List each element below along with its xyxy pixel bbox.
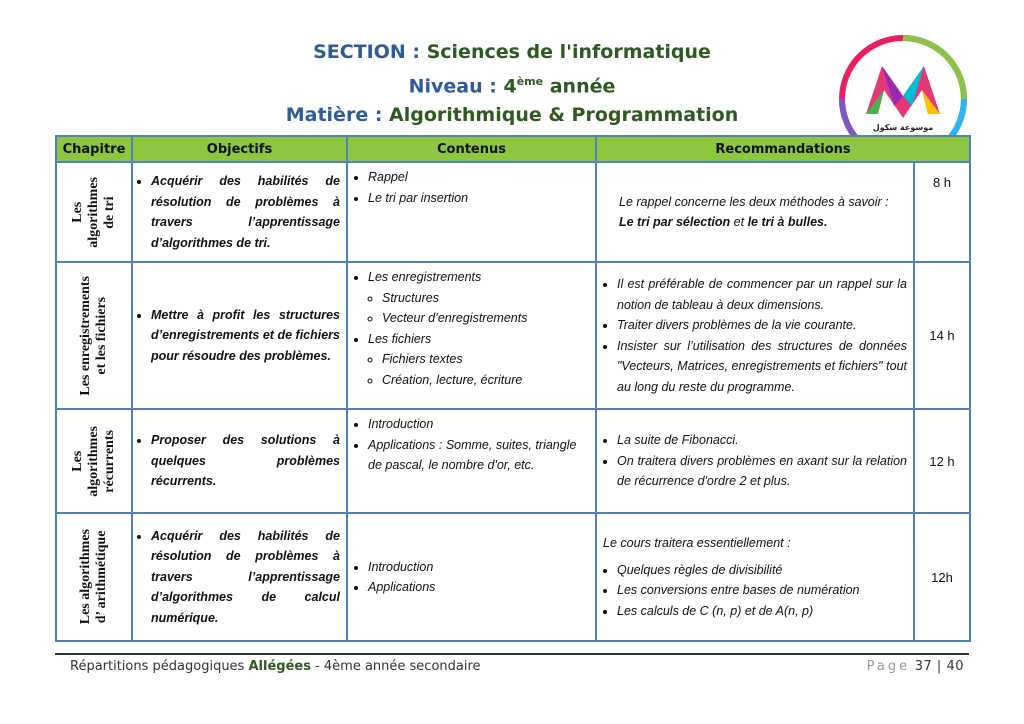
objective-item: • Acquérir des habilités de résolution de problèmes à travers l’apprentissage d’algorithmes de tri. (151, 171, 340, 253)
content-item: • Introduction (368, 414, 589, 435)
section-value: Sciences de l'informatique (426, 41, 711, 63)
content-subitem: ◦ Vecteur d’enregistrements (382, 308, 589, 329)
content-item: • Applications : Somme, suites, triangle de pascal, le nombre d'or, etc. (368, 435, 589, 476)
content-subitem: ◦ Création, lecture, écriture (382, 370, 589, 391)
rec-item: • Il est préférable de commencer par un rappel sur la notion de tableau à deux dimensions. (617, 274, 907, 315)
content-item: • Introduction (368, 557, 589, 578)
chapter-cell (56, 262, 132, 409)
rec-bold-2: le tri à bulles. (747, 215, 828, 229)
chapter-cell (56, 409, 132, 513)
contents-cell (347, 409, 596, 513)
objective-item: • Proposer des solutions à quelques problèmes récurrents. (151, 430, 340, 492)
table-row (56, 513, 970, 641)
chapter-title: Les algorithmes de tri (70, 176, 117, 248)
contents-cell (347, 162, 596, 262)
rec-item: • Insister sur l’utilisation des structures de données "Vecteurs, Matrices, enregistrements et fichiers" tout au long du reste du programme. (617, 336, 907, 398)
rec-mid: et (733, 215, 745, 229)
hours-cell: 12h (914, 513, 970, 641)
header-recommandations: Recommandations (596, 136, 970, 162)
rec-item: • On traitera divers problèmes en axant sur la relation de récurrence d'ordre 2 et plus. (617, 451, 907, 492)
objective-item: • Mettre à profit les structures d’enregistrements et de fichiers pour résoudre des problèmes. (151, 305, 340, 367)
hours-cell: 14 h (914, 262, 970, 409)
objective-cell (132, 513, 347, 641)
logo-arabic-text: موسوعة سكول (872, 123, 934, 132)
contents-cell (347, 262, 596, 409)
chapter-title: Les algorithmes d’ arithmétique (78, 529, 109, 625)
rec-item: • Les calculs de C (n, p) et de A(n, p) (617, 601, 907, 622)
table-row (56, 162, 970, 262)
program-table (55, 135, 971, 642)
rec-item: • Traiter divers problèmes de la vie courante. (617, 315, 907, 336)
recommendation-cell (596, 513, 914, 641)
chapter-cell (56, 513, 132, 641)
objective-cell (132, 162, 347, 262)
page-number (867, 659, 964, 674)
section-label: SECTION : (313, 41, 420, 63)
header-contenus: Contenus (347, 136, 596, 162)
recommendation-cell (596, 162, 914, 262)
content-subitem: ◦ Fichiers textes (382, 349, 589, 370)
niveau-label: Niveau : (408, 75, 497, 98)
content-subitem: ◦ Structures (382, 288, 589, 309)
table-header-row (56, 136, 970, 162)
rec-item: • Les conversions entre bases de numération (617, 580, 907, 601)
content-item: • Les fichiers (368, 329, 589, 350)
footer-highlight: Allégées (248, 659, 311, 674)
rec-bold-1: Le tri par sélection (619, 215, 731, 229)
content-item: • Les enregistrements (368, 267, 589, 288)
niveau-sup: ème (516, 75, 544, 88)
objective-cell (132, 262, 347, 409)
footer-divider (55, 653, 969, 655)
chapter-title: Les algorithmes récurrents (70, 425, 117, 497)
recommendation-cell (596, 262, 914, 409)
niveau-num: 4 (503, 75, 517, 98)
matiere-value: Algorithmique & Programmation (389, 104, 739, 127)
rec-item: • Quelques règles de divisibilité (617, 560, 907, 581)
table-row (56, 409, 970, 513)
hours-cell: 8 h (914, 162, 970, 262)
objective-item: • Acquérir des habilités de résolution de problèmes à travers l’apprentissage d’algorithmes de calcul numérique. (151, 526, 340, 629)
chapter-title: Les enregistrements et les fichiers (78, 275, 109, 396)
header-objectifs: Objectifs (132, 136, 347, 162)
page-total: 40 (946, 659, 964, 674)
page-current: 37 (914, 659, 933, 674)
niveau-rest: année (549, 75, 616, 98)
rec-text: Le rappel concerne les deux méthodes à savoir : (619, 194, 889, 209)
header-chapitre: Chapitre (56, 136, 132, 162)
chapter-cell (56, 162, 132, 262)
content-item: • Rappel (368, 167, 589, 188)
page-word: Page (866, 659, 911, 674)
hours-cell: 12 h (914, 409, 970, 513)
rec-item: • La suite de Fibonacci. (617, 430, 907, 451)
recommendation-cell (596, 409, 914, 513)
content-item: • Le tri par insertion (368, 188, 589, 209)
contents-cell (347, 513, 596, 641)
footer-title: Répartitions pédagogiques Allégées - 4ème année secondaire (70, 659, 481, 674)
rec-intro: Le cours traitera essentiellement : (603, 536, 791, 550)
table-row (56, 262, 970, 409)
page-separator: | (936, 659, 942, 674)
matiere-label: Matière : (285, 104, 383, 127)
content-item: • Applications (368, 577, 589, 598)
objective-cell (132, 409, 347, 513)
